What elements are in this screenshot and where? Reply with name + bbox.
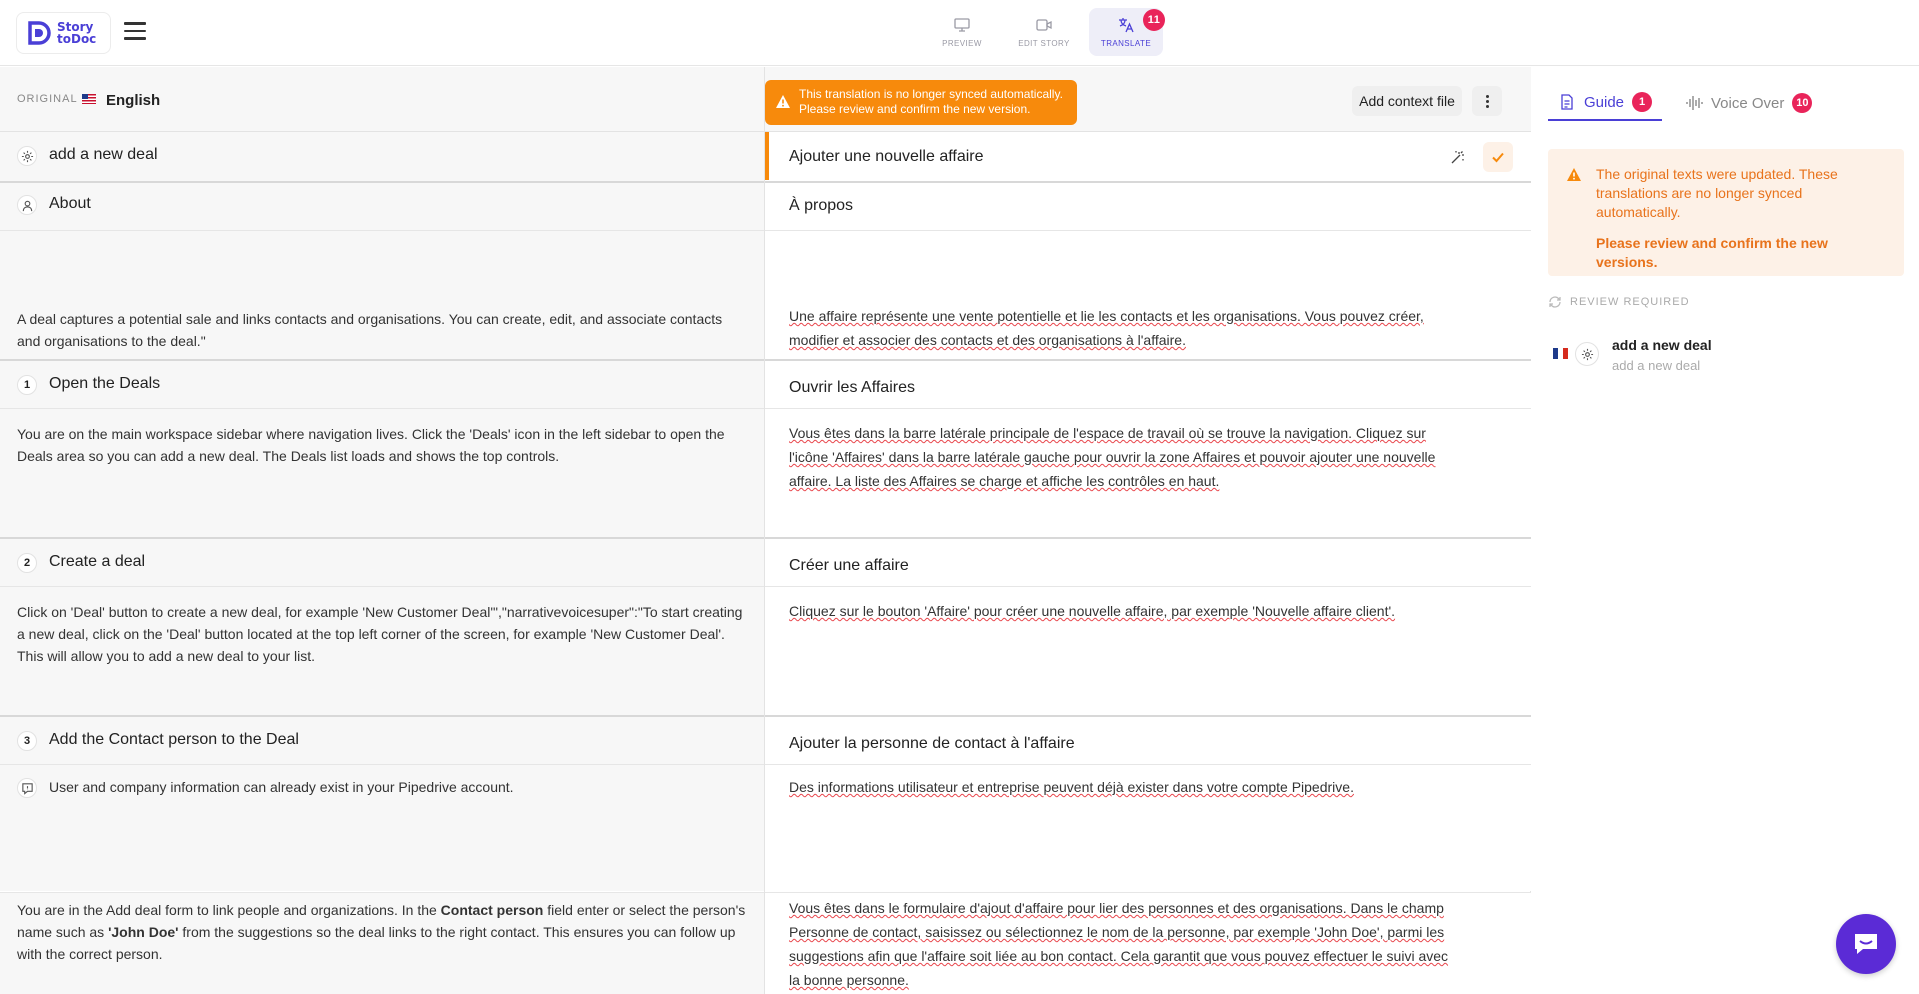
original-title: add a new deal [49,146,158,163]
sync-warning-line2: Please review and confirm the new version. [799,102,1031,116]
menu-icon[interactable] [124,22,146,42]
sync-icon [1548,295,1562,309]
original-title: Create a deal [49,553,146,570]
original-text: User and company information can already exist in your Pipedrive account. [49,779,514,795]
review-required-label [1548,295,1690,309]
translation-cell[interactable] [765,539,1531,586]
audio-wave-icon [1685,94,1703,112]
guide-badge: 1 [1632,92,1652,112]
original-text-part: You are in the Add deal form to link people and organizations. In the [17,902,441,918]
more-vertical-icon[interactable] [1472,86,1502,116]
row-step-2 [0,537,1531,586]
review-panel [1532,67,1919,994]
translation-cell[interactable] [765,183,1531,230]
update-notice [1548,149,1904,276]
translation-text[interactable]: Vous êtes dans le formulaire d'ajout d'affaire pour lier des personnes et des organisations. Dans le champ Personne de contact, saisissez ou sélectionnez le nom de la personne, par exemple 'John Doe', parmi les suggestions afin que l'affaire soit liée au bon contact. Cela garantit que vous pouvez effectuer le suivi avec la bonne personne. [789,900,1449,988]
add-context-file-button[interactable]: Add context file [1352,86,1462,116]
row-about [0,181,1531,230]
logo-text [57,21,96,45]
translation-title[interactable]: Ajouter une nouvelle affaire [789,148,984,165]
translation-text[interactable]: Vous êtes dans la barre latérale principale de l'espace de travail où se trouve la navigation. Cliquez sur l'icône 'Affaires' dans la barre latérale gauche pour ouvrir la zone Affaires et pouvoir ajouter une nouvelle affaire. La liste des Affaires se charge et affiche les contrôles en haut. [789,425,1436,489]
translation-title[interactable]: Créer une affaire [789,557,909,574]
translation-title[interactable]: À propos [789,197,854,214]
translation-title[interactable]: Ouvrir les Affaires [789,379,915,396]
tab-guide-label: Guide [1584,93,1625,111]
original-text-rich [17,899,747,965]
translation-text[interactable]: Cliquez sur le bouton 'Affaire' pour créer une nouvelle affaire, par exemple 'Nouvelle affaire client'. [789,603,1396,619]
magic-wand-icon[interactable] [1443,142,1473,172]
original-cell [0,132,764,181]
nav-edit-story[interactable] [1007,8,1081,56]
column-divider [764,67,765,994]
nav-preview[interactable] [925,8,999,56]
translate-icon [1117,16,1135,34]
step-number: 3 [17,731,37,751]
original-cell [0,183,764,230]
gear-icon [17,146,37,166]
flag-us-icon [82,94,96,104]
review-label-text: REVIEW REQUIRED [1570,296,1690,308]
check-icon[interactable] [1483,142,1513,172]
voice-badge: 10 [1792,93,1812,113]
sync-warning-line1: This translation is no longer synced automatically. [799,87,1063,101]
row-step-3 [0,715,1531,764]
review-item-title[interactable]: add a new deal [1612,337,1712,353]
warning-icon [775,94,791,109]
original-text: A deal captures a potential sale and links contacts and organisations. You can create, edit, and associate contacts and organisations to the deal." [17,311,723,349]
sync-warning-banner [765,80,1077,125]
monitor-icon [953,16,971,34]
original-cell [0,539,764,586]
review-item-subtitle: add a new deal [1612,358,1701,373]
table-toolbar [0,67,1531,132]
original-label: ORIGINAL [17,93,78,105]
logo-line1: Story [57,20,94,34]
tab-guide[interactable] [1548,85,1662,121]
original-cell [0,765,764,891]
original-cell [0,717,764,764]
tab-voice-over[interactable] [1685,85,1812,121]
translation-cell[interactable] [765,361,1531,408]
step-number: 2 [17,553,37,573]
original-text-bold: 'John Doe' [108,924,179,940]
nav-translate[interactable] [1089,8,1163,56]
translation-text[interactable]: Une affaire représente une vente potentielle et lie les contacts et les organisations. Vous pouvez créer, modifier et associer des contacts et des organisations à l'affaire. [789,308,1424,348]
translate-badge: 11 [1143,9,1165,31]
translation-title[interactable]: Ajouter la personne de contact à l'affaire [789,735,1075,752]
translation-cell[interactable] [765,717,1531,764]
chat-icon[interactable] [1836,914,1896,974]
top-bar [0,0,1919,66]
nav-edit-story-label: EDIT STORY [1018,39,1070,48]
step-number: 1 [17,375,37,395]
warning-icon [1566,167,1582,182]
active-row-indicator [765,132,769,180]
original-title: Add the Contact person to the Deal [49,731,299,748]
document-icon [1558,93,1576,111]
original-language: English [106,92,161,109]
flag-fr-icon [1553,348,1568,359]
info-icon [17,778,37,798]
gear-icon [1575,342,1599,366]
notice-text: The original texts were updated. These translations are no longer synced automatically. [1596,166,1838,220]
logo-line2: toDoc [57,32,97,46]
translation-table [0,67,1531,994]
row-step-1 [0,359,1531,408]
original-title: About [49,195,91,212]
top-navigation [925,8,1163,56]
original-text-part: from the suggestions so the deal links to the right contact. This ensures you can follow up with the correct person. [17,924,736,962]
tab-voice-label: Voice Over [1711,94,1785,112]
logo-icon [25,19,53,47]
original-cell [0,361,764,408]
original-text-bold: Contact person [440,902,544,918]
original-text: Click on 'Deal' button to create a new deal, for example 'New Customer Deal'","narrativevoicesuper":"To start creating a new deal, click on the 'Deal' button located at the top left corner of the screen, for example 'New Customer Deal'. This will allow you to add a new deal to your list. [17,604,743,664]
nav-translate-label: TRANSLATE [1100,39,1152,48]
nav-preview-label: PREVIEW [942,39,982,48]
translation-text[interactable]: Des informations utilisateur et entreprise peuvent déjà exister dans votre compte Pipedrive. [789,779,1354,795]
user-icon [17,195,37,215]
notice-action: Please review and confirm the new versions. [1596,235,1828,270]
original-title: Open the Deals [49,375,161,392]
logo[interactable] [16,12,111,54]
row-title [0,132,1531,181]
video-icon [1035,16,1053,34]
original-text: You are on the main workspace sidebar where navigation lives. Click the 'Deals' icon in the left sidebar to open the Deals area so you can add a new deal. The Deals list loads and shows the top controls. [17,426,725,464]
original-text-part: field enter or select the person's name such as [17,902,746,940]
row-step-3-note [0,764,1531,891]
